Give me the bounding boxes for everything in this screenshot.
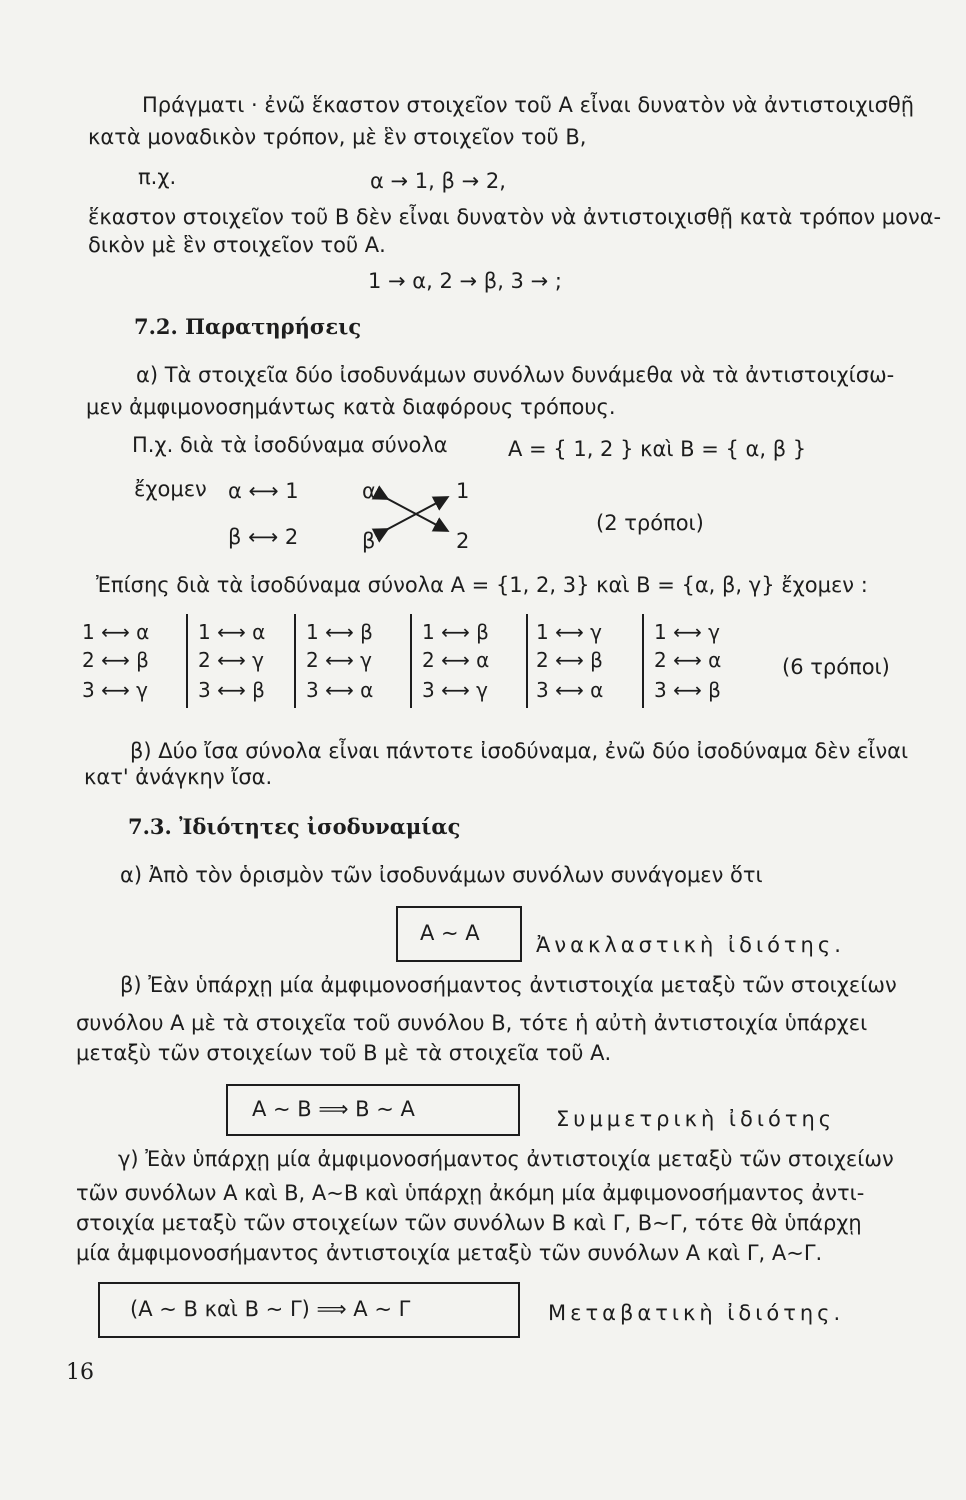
correspondence-cell: 1 ⟷ γ: [654, 620, 720, 644]
correspondence-cell: 3 ⟷ γ: [422, 678, 488, 702]
diagram-one: 1: [456, 479, 470, 503]
property-b-line-3: μεταξὺ τῶν στοιχείων τοῦ Β μὲ τὰ στοιχεῖα τοῦ Α.: [76, 1041, 612, 1065]
table-column-divider: [642, 614, 644, 708]
example-label: π.χ.: [138, 165, 177, 189]
correspondence-cell: 1 ⟷ β: [422, 620, 489, 644]
pair-b-2: β ⟷ 2: [228, 525, 299, 549]
correspondence-cell: 1 ⟷ β: [306, 620, 373, 644]
intro-line-4: δικὸν μὲ ἓν στοιχεῖον τοῦ Α.: [88, 233, 386, 257]
correspondence-cell: 1 ⟷ α: [82, 620, 150, 644]
symmetric-formula-box: [226, 1084, 520, 1136]
diagram-beta: β: [362, 529, 376, 553]
page-number: 16: [66, 1360, 94, 1385]
correspondence-cell: 2 ⟷ α: [422, 648, 490, 672]
property-b-line-2: συνόλου Α μὲ τὰ στοιχεῖα τοῦ συνόλου Β, τότε ἡ αὐτὴ ἀντιστοιχία ὑπάρχει: [76, 1011, 868, 1035]
remark-a-line-1: α) Τὰ στοιχεῖα δύο ἰσοδυνάμων συνόλων δυνάμεθα νὰ τὰ ἀντιστοιχίσω-: [136, 363, 895, 387]
example-two-sets: Α = { 1, 2 } καὶ Β = { α, β }: [508, 437, 807, 461]
two-ways-label: (2 τρόποι): [596, 511, 704, 535]
remark-b-line-1: β) Δύο ἴσα σύνολα εἶναι πάντοτε ἰσοδύναμα, ἐνῶ δύο ἰσοδύναμα δὲν εἶναι: [130, 739, 909, 763]
correspondence-cell: 2 ⟷ γ: [198, 648, 264, 672]
correspondence-cell: 3 ⟷ α: [536, 678, 604, 702]
remark-b-line-2: κατ' ἀνάγκην ἴσα.: [84, 765, 273, 789]
property-c-line-4: μία ἀμφιμονοσήμαντος ἀντιστοιχία μεταξὺ τῶν συνόλων Α καὶ Γ, Α∼Γ.: [76, 1241, 823, 1265]
section-7-2-title: 7.2. Παρατηρήσεις: [134, 314, 362, 339]
table-column-divider: [410, 614, 412, 708]
diagram-alpha: α: [362, 479, 376, 503]
table-column-divider: [526, 614, 528, 708]
intro-line-1: Πράγματι · ἐνῶ ἕκαστον στοιχεῖον τοῦ Α εἶναι δυνατὸν νὰ ἀντιστοιχισθῇ: [142, 93, 915, 117]
table-column-divider: [186, 614, 188, 708]
property-c-line-1: γ) Ἐὰν ὑπάρχῃ μία ἀμφιμονοσήμαντος ἀντιστοιχία μεταξὺ τῶν στοιχείων: [118, 1147, 894, 1171]
property-c-line-2: τῶν συνόλων Α καὶ Β, Α∼Β καὶ ὑπάρχῃ ἀκόμη μία ἀμφιμονοσήμαντος ἀντι-: [76, 1181, 865, 1205]
intro-line-3: ἕκαστον στοιχεῖον τοῦ Β δὲν εἶναι δυνατὸν νὰ ἀντιστοιχισθῇ κατὰ τρόπον μονα-: [88, 205, 942, 229]
remark-a-line-2: μεν ἀμφιμονοσημάντως κατὰ διαφόρους τρόπους.: [86, 395, 616, 419]
symmetric-property-name: Συμμετρικὴ ἰδιότης: [556, 1107, 836, 1131]
symmetric-formula: Α ∼ Β ⟹ Β ∼ Α: [252, 1097, 415, 1121]
correspondence-cell: 1 ⟷ γ: [536, 620, 602, 644]
example-map: α → 1, β → 2,: [370, 169, 506, 193]
reflexive-formula: Α ∼ Α: [420, 921, 480, 945]
reflexive-property-name: Ἀνακλαστικὴ ἰδιότης.: [536, 933, 845, 957]
correspondence-cell: 2 ⟷ β: [82, 648, 149, 672]
reflexive-formula-box: [396, 906, 522, 962]
example-three-sets-line: Ἐπίσης διὰ τὰ ἰσοδύναμα σύνολα Α = {1, 2, 3} καὶ Β = {α, β, γ} ἔχομεν :: [96, 573, 868, 597]
correspondence-cell: 2 ⟷ α: [654, 648, 722, 672]
correspondence-cell: 3 ⟷ γ: [82, 678, 148, 702]
property-b-line-1: β) Ἐὰν ὑπάρχῃ μία ἀμφιμονοσήμαντος ἀντιστοιχία μεταξὺ τῶν στοιχείων: [120, 973, 897, 997]
section-7-3-title: 7.3. Ἰδιότητες ἰσοδυναμίας: [128, 814, 461, 839]
transitive-formula-box: [98, 1282, 520, 1338]
correspondence-cell: 2 ⟷ γ: [306, 648, 372, 672]
pair-a-1: α ⟷ 1: [228, 479, 299, 503]
correspondence-cell: 3 ⟷ β: [654, 678, 721, 702]
transitive-formula: (Α ∼ Β καὶ Β ∼ Γ) ⟹ Α ∼ Γ: [130, 1297, 411, 1321]
transitive-property-name: Μεταβατικὴ ἰδιότης.: [548, 1301, 845, 1325]
intro-line-2: κατὰ μοναδικὸν τρόπον, μὲ ἓν στοιχεῖον τοῦ Β,: [88, 125, 587, 149]
echomen-label: ἔχομεν: [134, 477, 207, 501]
diagram-cross-arrows: [372, 494, 456, 534]
correspondence-cell: 3 ⟷ α: [306, 678, 374, 702]
six-ways-label: (6 τρόποι): [782, 655, 890, 679]
correspondence-cell: 3 ⟷ β: [198, 678, 265, 702]
table-column-divider: [294, 614, 296, 708]
property-c-line-3: στοιχία μεταξὺ τῶν στοιχείων τῶν συνόλων Β καὶ Γ, Β∼Γ, τότε θὰ ὑπάρχῃ: [76, 1211, 862, 1235]
correspondence-cell: 2 ⟷ β: [536, 648, 603, 672]
correspondence-cell: 1 ⟷ α: [198, 620, 266, 644]
example-two-sets-line: Π.χ. διὰ τὰ ἰσοδύναμα σύνολα: [132, 433, 448, 457]
property-a-line: α) Ἀπὸ τὸν ὁρισμὸν τῶν ἰσοδυνάμων συνόλων συνάγομεν ὅτι: [120, 863, 763, 887]
diagram-two: 2: [456, 529, 470, 553]
intro-map-2: 1 → α, 2 → β, 3 → ;: [368, 269, 562, 293]
